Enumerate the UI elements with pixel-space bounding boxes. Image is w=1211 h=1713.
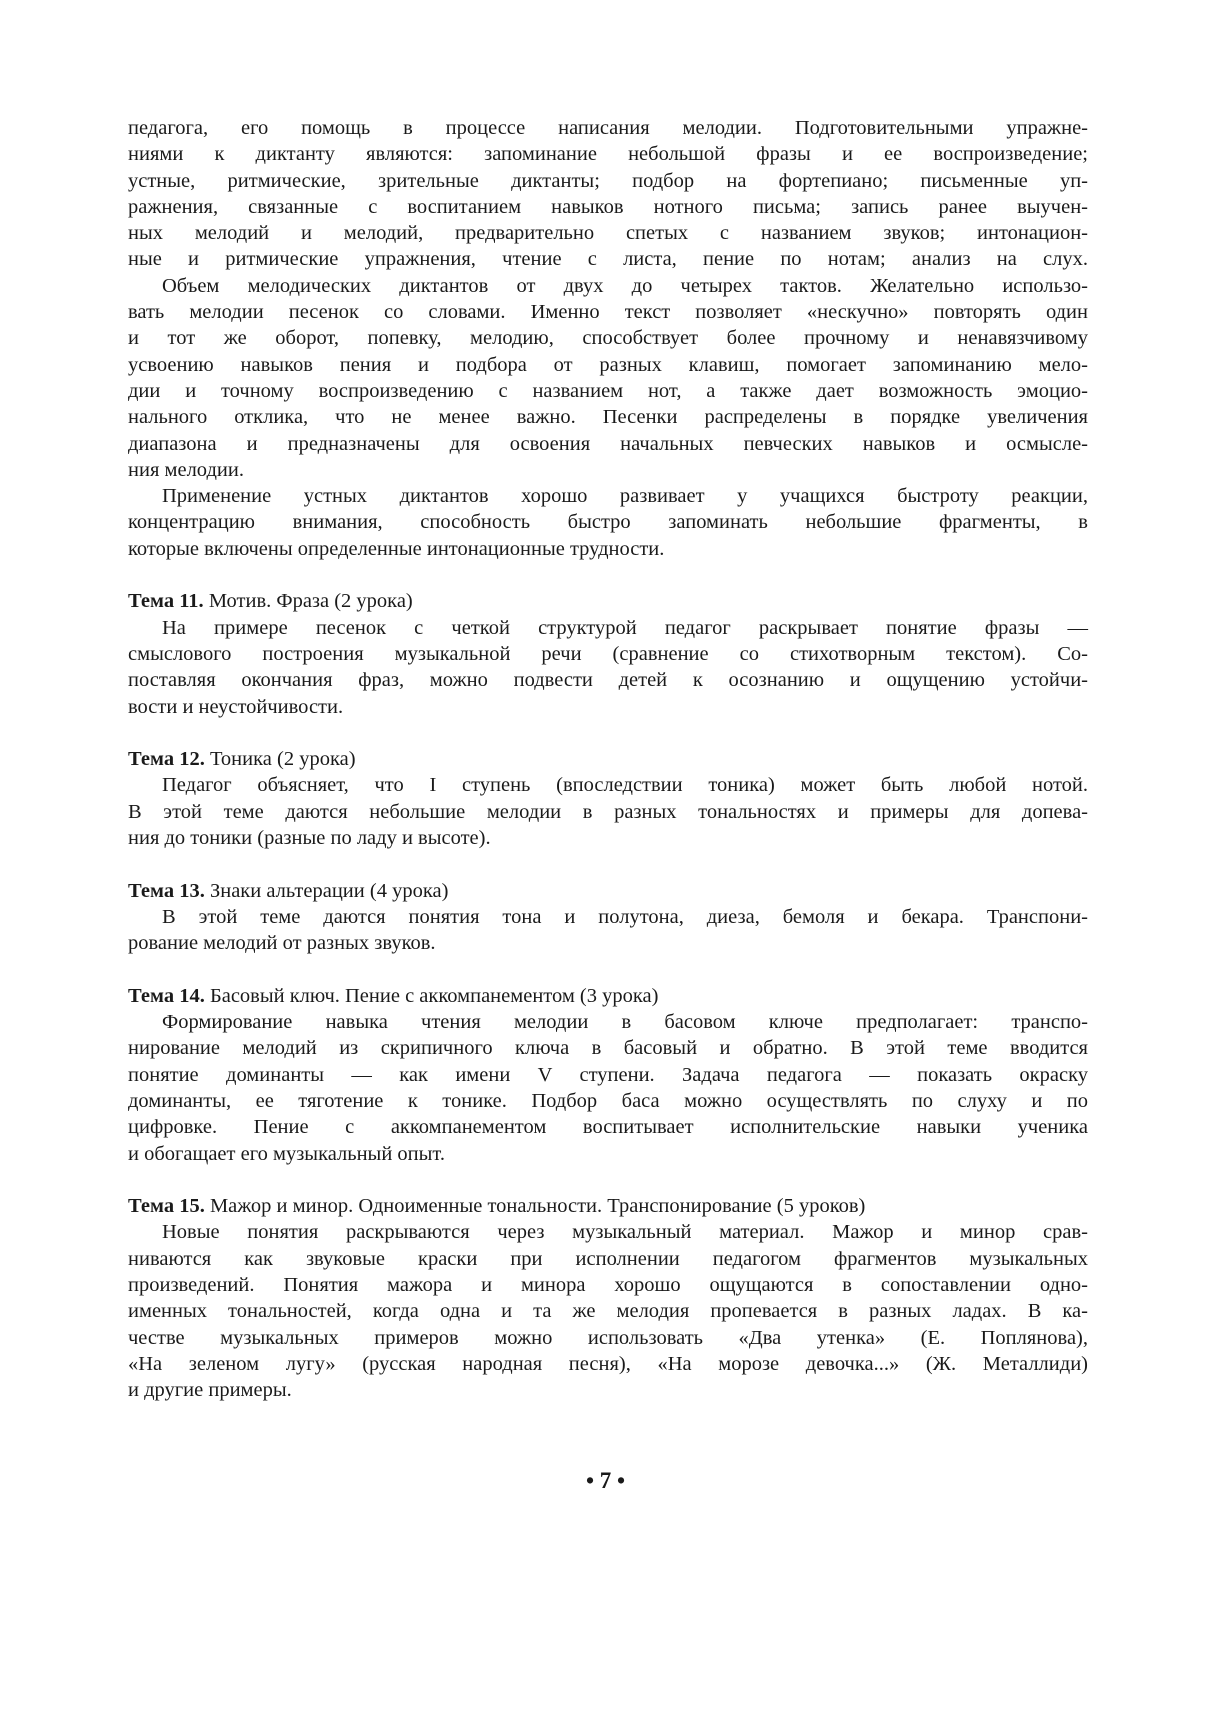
intro-section — [128, 115, 1088, 562]
topic-title: Мотив. Фраза (2 урока) — [203, 590, 413, 613]
text-line: усвоению навыков пения и подбора от разных клавиш, помогает запоминанию мело- — [128, 353, 1088, 376]
topic-title: Тоника (2 урока) — [204, 748, 356, 771]
paragraph — [128, 115, 1088, 273]
text-line: В этой теме даются небольшие мелодии в разных тональностях и примеры для допева- — [128, 800, 1088, 823]
topic-section — [128, 983, 1088, 1167]
topic-label: Тема 14. — [128, 984, 205, 1007]
text-line: В этой теме даются понятия тона и полутона, диеза, бемоля и бекара. Транспони- — [162, 905, 1088, 928]
text-line: концентрацию внимания, способность быстро запоминать небольшие фрагменты, в — [128, 511, 1088, 534]
topic-section — [128, 1193, 1088, 1403]
text-line: «На зеленом лугу» (русская народная песня), «На морозе девочка...» (Ж. Металлиди) — [128, 1352, 1088, 1375]
paragraph — [128, 904, 1088, 957]
topic-heading — [128, 983, 1088, 1009]
text-line: ния до тоники (разные по ладу и высоте). — [128, 827, 491, 850]
text-line: На примере песенок с четкой структурой педагог раскрывает понятие фразы — — [162, 616, 1088, 639]
topic-section — [128, 588, 1088, 719]
text-line: вать мелодии песенок со словами. Именно текст позволяет «нескучно» повторять один — [128, 301, 1088, 324]
paragraph — [128, 1219, 1088, 1403]
text-line: смыслового построения музыкальной речи (сравнение со стихотворным текстом). Со- — [128, 642, 1088, 665]
text-line: рование мелодий от разных звуков. — [128, 932, 436, 955]
page-body — [128, 115, 1088, 1404]
paragraph — [128, 273, 1088, 483]
text-line: и обогащает его музыкальный опыт. — [128, 1142, 445, 1165]
text-line: Новые понятия раскрываются через музыкальный материал. Мажор и минор срав- — [162, 1221, 1088, 1244]
topic-label: Тема 12. — [128, 748, 205, 771]
topic-label: Тема 15. — [128, 1195, 205, 1218]
text-line: диапазона и предназначены для освоения начальных певческих навыков и осмысле- — [128, 432, 1088, 455]
text-line: дии и точному воспроизведению с названием нот, а также дает возможность эмоцио- — [128, 379, 1088, 402]
text-line: именных тональностей, когда одна и та же мелодия пропевается в разных ладах. В ка- — [128, 1300, 1088, 1323]
text-line: ниями к диктанту являются: запоминание небольшой фразы и ее воспроизведение; — [128, 143, 1088, 166]
paragraph — [128, 615, 1088, 720]
paragraph — [128, 772, 1088, 851]
text-line: ражнения, связанные с воспитанием навыков нотного письма; запись ранее выучен- — [128, 195, 1088, 218]
text-line: Педагог объясняет, что I ступень (впоследствии тоника) может быть любой нотой. — [162, 774, 1088, 797]
topic-title: Знаки альтерации (4 урока) — [204, 879, 449, 902]
text-line: ных мелодий и мелодий, предварительно спетых с названием звуков; интонацион- — [128, 222, 1088, 245]
text-line: честве музыкальных примеров можно использовать «Два утенка» (Е. Поплянова), — [128, 1326, 1088, 1349]
paragraph — [128, 483, 1088, 562]
topic-heading — [128, 746, 1088, 772]
text-line: доминанты, ее тяготение к тонике. Подбор баса можно осуществлять по слуху и по — [128, 1089, 1088, 1112]
topic-section — [128, 878, 1088, 957]
text-line: ные и ритмические упражнения, чтение с листа, пение по нотам; анализ на слух. — [128, 248, 1088, 271]
text-line: цифровке. Пение с аккомпанементом воспитывает исполнительские навыки ученика — [128, 1116, 1088, 1139]
text-line: ния мелодии. — [128, 458, 244, 481]
text-line: и тот же оборот, попевку, мелодию, способствует более прочному и ненавязчивому — [128, 327, 1088, 350]
text-line: педагога, его помощь в процессе написания мелодии. Подготовительными упражне- — [128, 117, 1088, 139]
text-line: нального отклика, что не менее важно. Песенки распределены в порядке увеличения — [128, 406, 1088, 429]
topic-label: Тема 11. — [128, 590, 204, 613]
text-line: ниваются как звуковые краски при исполнении педагогом фрагментов музыкальных — [128, 1247, 1088, 1270]
topic-title: Мажор и минор. Одноименные тональности. Транспонирование (5 уроков) — [204, 1195, 866, 1218]
text-line: Применение устных диктантов хорошо развивает у учащихся быстроту реакции, — [162, 485, 1088, 508]
text-line: вости и неустойчивости. — [128, 695, 344, 718]
text-line: устные, ритмические, зрительные диктанты; подбор на фортепиано; письменные уп- — [128, 169, 1088, 192]
topic-heading — [128, 588, 1088, 614]
topic-heading — [128, 878, 1088, 904]
topic-title: Басовый ключ. Пение с аккомпанементом (3 урока) — [204, 984, 659, 1007]
paragraph — [128, 1009, 1088, 1167]
text-line: Формирование навыка чтения мелодии в басовом ключе предполагает: транспо- — [162, 1011, 1088, 1034]
topic-label: Тема 13. — [128, 879, 205, 902]
topic-section — [128, 746, 1088, 851]
text-line: Объем мелодических диктантов от двух до четырех тактов. Желательно использо- — [162, 274, 1088, 297]
text-line: которые включены определенные интонационные трудности. — [128, 537, 665, 560]
text-line: и другие примеры. — [128, 1379, 292, 1402]
text-line: понятие доминанты — как имени V ступени. Задача педагога — показать окраску — [128, 1063, 1088, 1086]
text-line: нирование мелодий из скрипичного ключа в басовый и обратно. В этой теме вводится — [128, 1037, 1088, 1060]
text-line: поставляя окончания фраз, можно подвести детей к осознанию и ощущению устойчи- — [128, 669, 1088, 692]
text-line: произведений. Понятия мажора и минора хорошо ощущаются в сопоставлении одно- — [128, 1274, 1088, 1297]
page-number: • 7 • — [585, 1468, 626, 1493]
topic-heading — [128, 1193, 1088, 1219]
